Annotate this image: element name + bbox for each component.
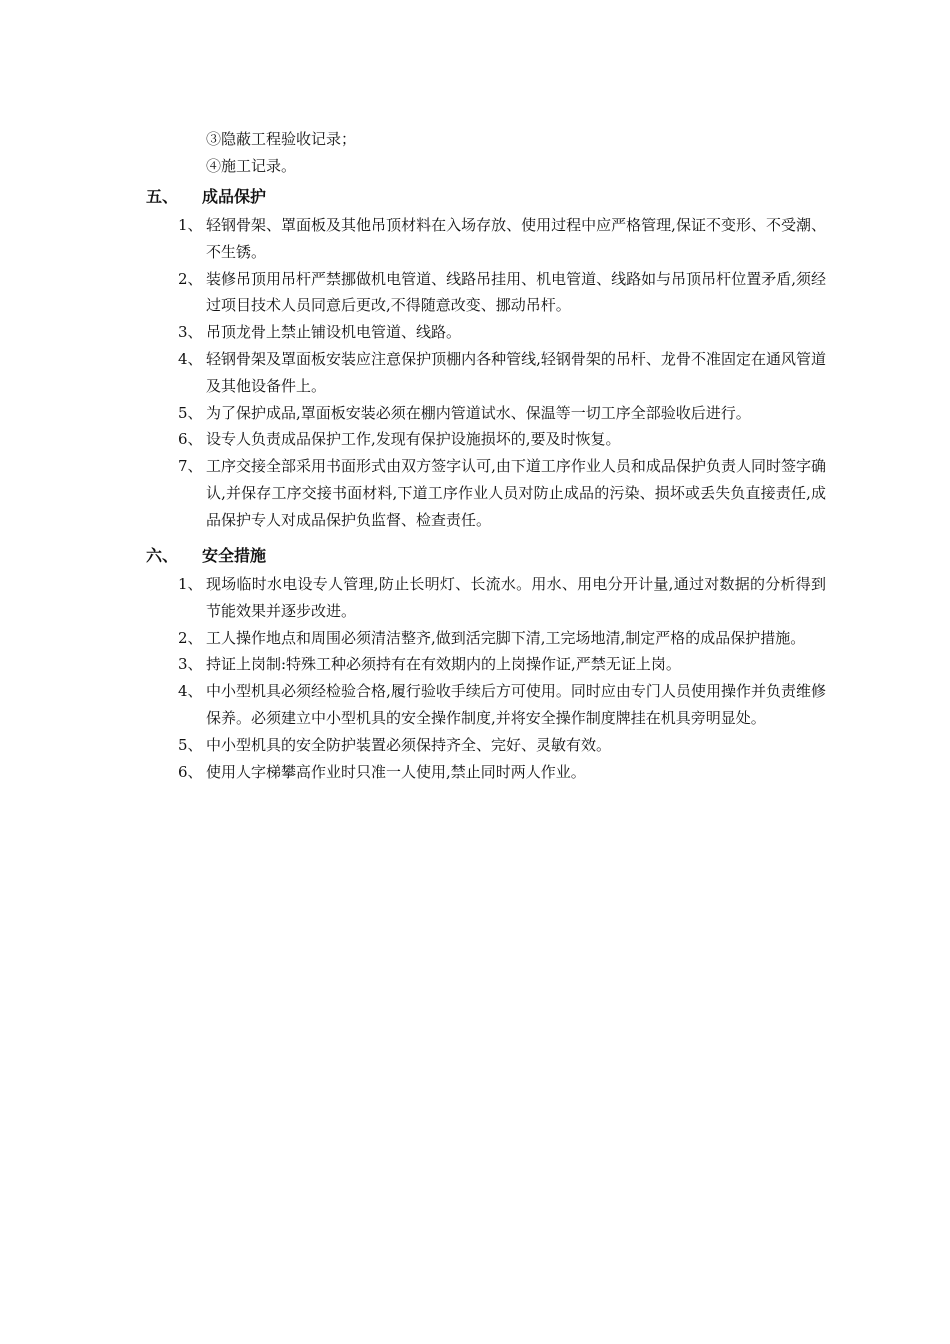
- section-heading: [146, 184, 826, 210]
- section-finished-product-protection: [146, 184, 826, 534]
- list-item: [146, 400, 826, 427]
- section-safety-measures: [146, 543, 826, 785]
- item-text: 中小型机具必须经检验合格,履行验收手续后方可使用。同时应由专门人员使用操作并负责维修保养。必须建立中小型机具的安全操作制度,并将安全操作制度牌挂在机具旁明显处。: [206, 682, 826, 727]
- item-text: 现场临时水电设专人管理,防止长明灯、长流水。用水、用电分开计量,通过对数据的分析得到节能效果并逐步改进。: [206, 575, 826, 620]
- item-number: 7、: [178, 457, 203, 476]
- list-item: [146, 625, 826, 652]
- item-number: 6、: [178, 430, 203, 449]
- list-item: [146, 571, 826, 625]
- section-title: 成品保护: [202, 187, 267, 206]
- numbered-list: [146, 571, 826, 785]
- item-number: 1、: [178, 575, 203, 593]
- list-item: [146, 266, 826, 320]
- record-item-hidden-works: ③隐蔽工程验收记录；: [206, 130, 357, 148]
- item-text: 装修吊顶用吊杆严禁挪做机电管道、线路吊挂用、机电管道、线路如与吊顶吊杆位置矛盾,须经过项目技术人员同意后更改,不得随意改变、挪动吊杆。: [206, 269, 826, 315]
- list-item: [146, 212, 826, 266]
- item-number: 3、: [178, 655, 203, 674]
- list-item: [146, 759, 826, 786]
- item-text: 使用人字梯攀高作业时只准一人使用,禁止同时两人作业。: [206, 762, 586, 781]
- list-item: [146, 651, 826, 678]
- record-item-construction: ④施工记录。: [206, 157, 297, 175]
- section-number: 五、: [146, 187, 179, 206]
- item-number: 3、: [178, 323, 203, 342]
- section-heading: [146, 543, 826, 569]
- item-text: 轻钢骨架、罩面板及其他吊顶材料在入场存放、使用过程中应严格管理,保证不变形、不受潮、不生锈。: [206, 216, 826, 261]
- section-title: 安全措施: [202, 546, 267, 565]
- numbered-list: [146, 212, 826, 534]
- item-text: 吊顶龙骨上禁止铺设机电管道、线路。: [206, 323, 462, 342]
- item-text: 工序交接全部采用书面形式由双方签字认可,由下道工序作业人员和成品保护负责人同时签字确认,并保存工序交接书面材料,下道工序作业人员对防止成品的污染、损坏或丢失负直接责任,成品保护专人对成品保护负监督、检查责任。: [206, 457, 826, 529]
- item-number: 5、: [178, 735, 203, 754]
- item-number: 2、: [178, 269, 203, 288]
- item-text: 持证上岗制:特殊工种必须持有在有效期内的上岗操作证,严禁无证上岗。: [206, 655, 681, 674]
- item-number: 4、: [178, 349, 203, 368]
- item-number: 4、: [178, 682, 203, 701]
- item-text: 中小型机具的安全防护装置必须保持齐全、完好、灵敏有效。: [206, 735, 612, 754]
- list-item: [146, 346, 826, 400]
- item-text: 为了保护成品,罩面板安装必须在棚内管道试水、保温等一切工序全部验收后进行。: [206, 403, 751, 422]
- section-number: 六、: [146, 546, 179, 565]
- item-text: 轻钢骨架及罩面板安装应注意保护顶棚内各种管线,轻钢骨架的吊杆、龙骨不准固定在通风管道及其他设备件上。: [206, 349, 826, 395]
- list-item: [146, 732, 826, 759]
- item-text: 工人操作地点和周围必须清洁整齐,做到活完脚下清,工完场地清,制定严格的成品保护措施。: [206, 628, 806, 647]
- list-item: [146, 453, 826, 533]
- item-text: 设专人负责成品保护工作,发现有保护设施损坏的,要及时恢复。: [206, 430, 621, 449]
- item-number: 2、: [178, 628, 203, 647]
- item-number: 5、: [178, 403, 203, 422]
- item-number: 1、: [178, 216, 203, 234]
- record-list: [206, 126, 806, 180]
- list-item: [146, 319, 826, 346]
- list-item: [146, 678, 826, 732]
- list-item: [146, 426, 826, 453]
- item-number: 6、: [178, 762, 203, 781]
